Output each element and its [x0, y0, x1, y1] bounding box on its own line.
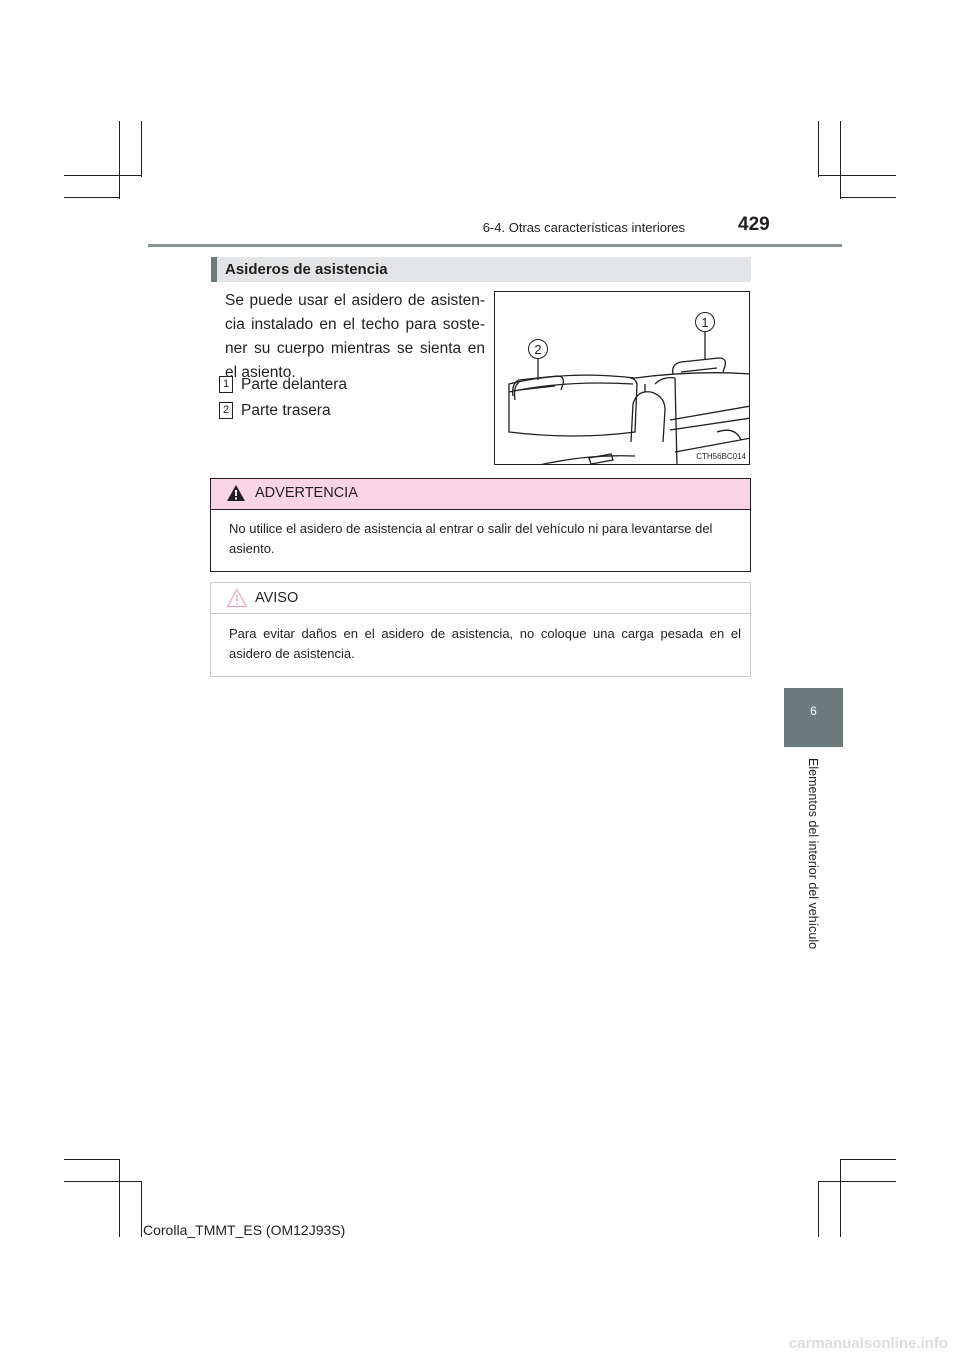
- crop-mark: [840, 197, 896, 198]
- crop-mark: [141, 1181, 142, 1237]
- list-item: [219, 402, 331, 420]
- warning-header: [211, 479, 750, 510]
- figure-code: CTH56BC014: [696, 452, 746, 461]
- warning-text: No utilice el asidero de asistencia al entrar o salir del vehículo ni para levantarse del asiento.: [229, 521, 713, 556]
- item-label: Parte trasera: [241, 402, 331, 419]
- chapter-number: 6: [810, 704, 817, 718]
- crop-mark: [840, 1159, 841, 1237]
- caution-outline-icon: [226, 588, 248, 608]
- crop-mark: [840, 121, 841, 199]
- crop-mark: [64, 1159, 120, 1160]
- chapter-tab: [784, 688, 843, 747]
- section-heading-bar: [211, 257, 751, 282]
- warning-box: [210, 478, 751, 572]
- page-number: 429: [738, 214, 770, 235]
- footer-model-code: Corolla_TMMT_ES (OM12J93S): [143, 1222, 346, 1238]
- crop-mark: [64, 197, 120, 198]
- crop-mark: [818, 121, 819, 177]
- crop-mark: [840, 1159, 896, 1160]
- crop-mark: [119, 121, 120, 199]
- notice-title: AVISO: [255, 590, 299, 606]
- crop-mark: [818, 1181, 819, 1237]
- notice-box: [210, 582, 751, 677]
- item-number-badge: 2: [219, 402, 233, 419]
- crop-mark: [818, 175, 896, 176]
- chapter-title: Elementos del interior del vehículo: [806, 758, 820, 950]
- list-item: [219, 376, 347, 394]
- callout-label: 2: [534, 342, 542, 357]
- section-title: Asideros de asistencia: [225, 261, 388, 278]
- notice-header: [211, 583, 750, 614]
- crop-mark: [818, 1181, 896, 1182]
- car-interior-drawing: [495, 292, 750, 465]
- section-accent: [211, 257, 217, 282]
- body-paragraph: Se puede usar el asidero de asisten-cia instalado en el techo para soste-ner su cuerpo mientras se sienta en el asiento.: [225, 292, 485, 381]
- item-number-badge: 1: [219, 376, 233, 393]
- notice-text: Para evitar daños en el asidero de asistencia, no coloque una carga pesada en el asidero de asistencia.: [229, 626, 741, 661]
- assist-grip-illustration: [494, 291, 750, 465]
- callout-label: 1: [701, 315, 709, 330]
- crop-mark: [119, 1159, 120, 1237]
- warning-triangle-icon: [226, 484, 246, 502]
- crop-mark: [64, 175, 142, 176]
- crop-mark: [64, 1181, 142, 1182]
- warning-title: ADVERTENCIA: [255, 485, 358, 501]
- item-label: Parte delantera: [241, 376, 347, 393]
- header-section-title: 6-4. Otras características interiores: [482, 220, 685, 235]
- header-rule: [148, 244, 842, 247]
- crop-mark: [141, 121, 142, 177]
- watermark: carmanualsonline.info: [788, 1335, 948, 1352]
